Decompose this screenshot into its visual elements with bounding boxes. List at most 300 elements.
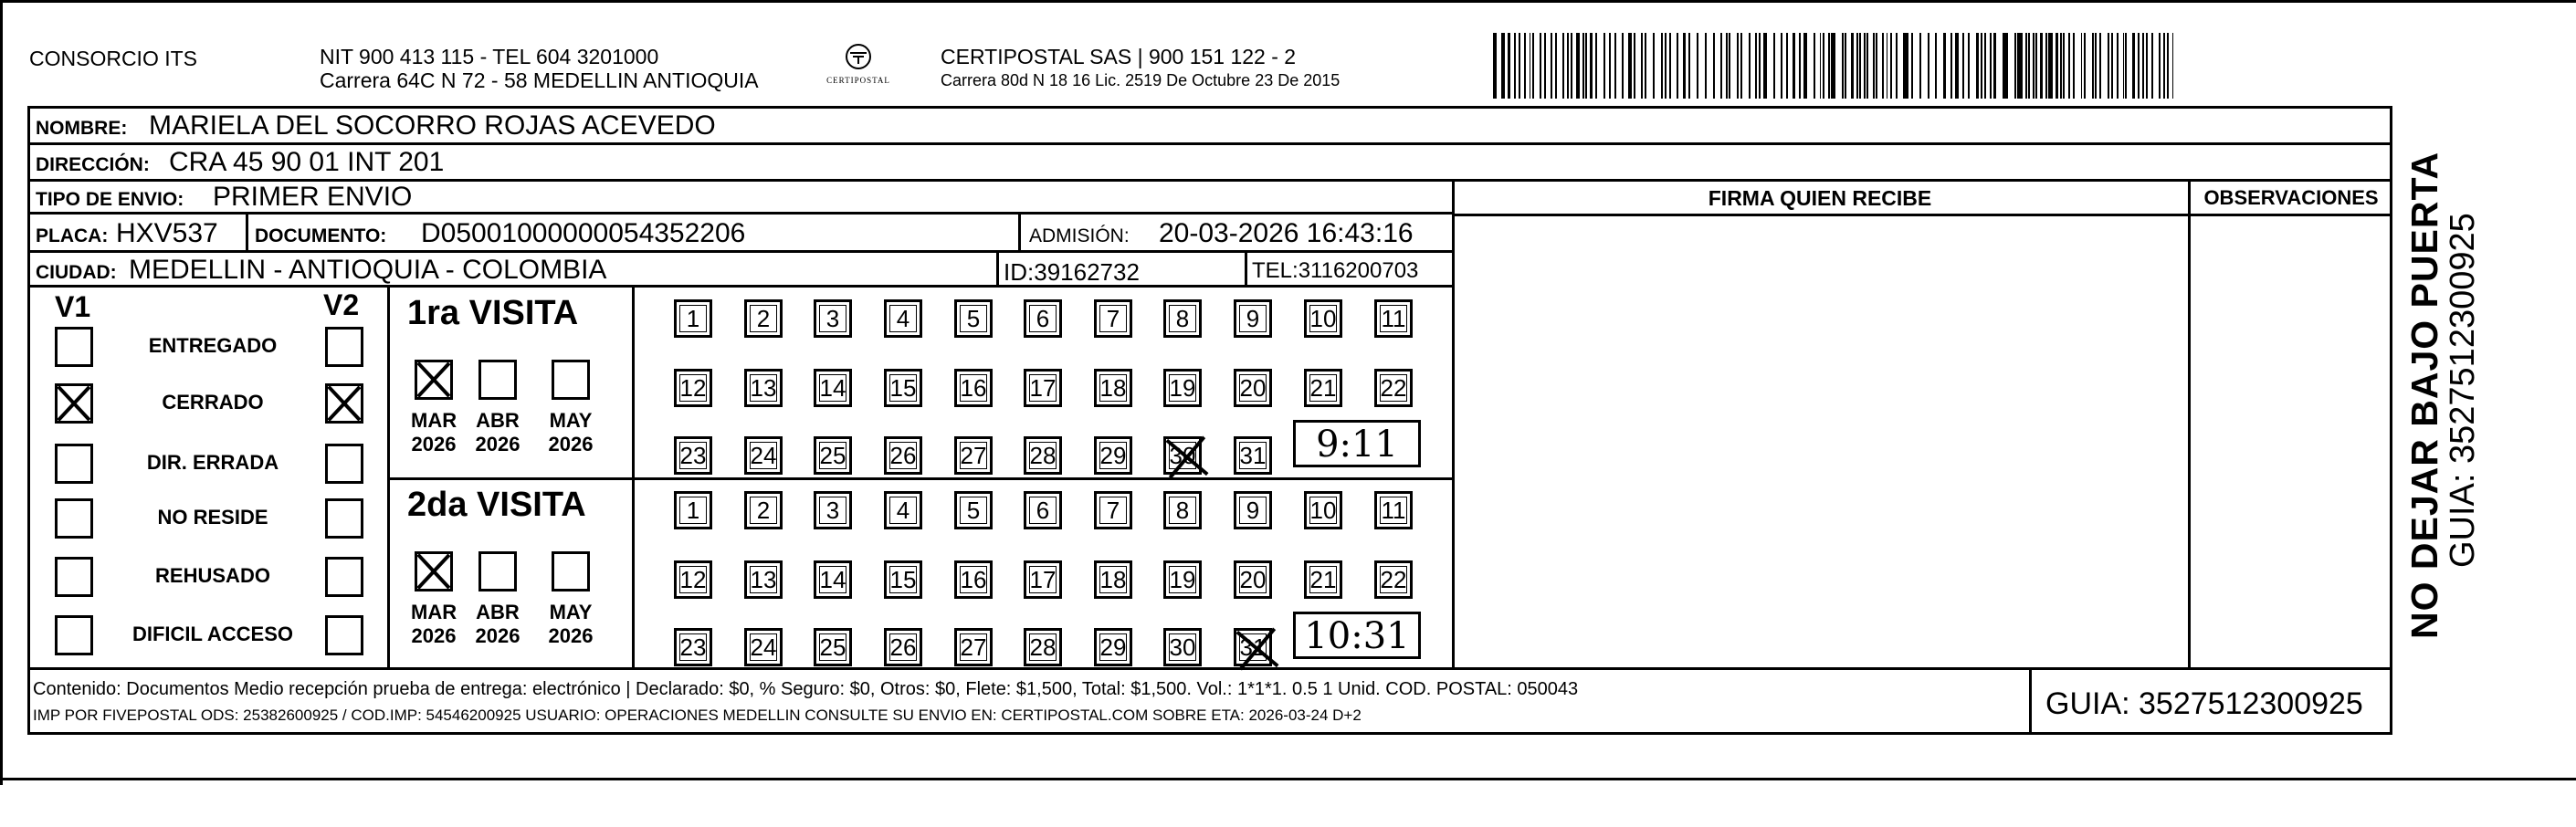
barcode-bar (1684, 33, 1686, 99)
barcode-bar (2163, 33, 2165, 99)
day-box[interactable] (814, 628, 852, 666)
barcode-bar (1705, 33, 1707, 99)
barcode-bar (1641, 33, 1643, 99)
barcode-bar (2045, 33, 2047, 99)
barcode-bar (1713, 33, 1715, 99)
day-number: 6 (1036, 497, 1050, 524)
day-box[interactable] (1094, 299, 1132, 338)
day-box[interactable] (814, 491, 852, 529)
day-number: 20 (1239, 374, 1267, 402)
footer-line2: IMP POR FIVEPOSTAL ODS: 25382600925 / COD.IMP: 54546200925 USUARIO: OPERACIONES MEDELLIN CONSULTE SU ENVIO EN: CERTIPOSTAL.COM SOBRE ETA: 2026-03-24 D+2 (33, 707, 1362, 724)
day-box[interactable] (954, 560, 993, 599)
day-number: 8 (1175, 305, 1190, 332)
day-box[interactable] (1374, 369, 1413, 407)
barcode-bar (1828, 33, 1830, 99)
v1-checkbox[interactable] (55, 557, 93, 597)
day-box[interactable] (1304, 299, 1342, 338)
day-box[interactable] (884, 369, 922, 407)
day-box[interactable] (1304, 491, 1342, 529)
day-box[interactable] (674, 560, 712, 599)
v2-checkbox[interactable] (325, 498, 363, 539)
barcode-bar (1994, 33, 1996, 99)
barcode-bar (1803, 33, 1805, 99)
footer-guia: GUIA: 3527512300925 (2045, 686, 2363, 721)
barcode-bar (1981, 33, 1982, 99)
day-box[interactable] (674, 369, 712, 407)
day-box[interactable] (1094, 491, 1132, 529)
day-box[interactable] (814, 369, 852, 407)
barcode-bar (1544, 33, 1546, 99)
footer-line1: Contenido: Documentos Medio recepción prueba de entrega: electrónico | Declarado: $0, % Seguro: $0, Otros: $0, Flete: $1,500, Total: $1,500. Vol.: 1*1*1. 0.5 1 Unid. COD. POSTAL: 050043 (33, 679, 1579, 699)
barcode-bar (1950, 33, 1952, 99)
day-number: 19 (1169, 374, 1196, 402)
day-number: 4 (896, 497, 910, 524)
day-number: 11 (1381, 305, 1406, 332)
firma-panel (1452, 179, 2392, 670)
day-box[interactable] (1024, 628, 1062, 666)
day-number: 14 (819, 566, 846, 593)
barcode-bar (1551, 33, 1552, 99)
barcode-bar (2084, 33, 2086, 99)
barcode-bar (1645, 33, 1646, 99)
day-number: 3 (825, 305, 840, 332)
day-number: 12 (679, 566, 707, 593)
v2-checkbox[interactable] (325, 557, 363, 597)
month-checkbox[interactable] (415, 360, 453, 400)
v1-checkbox[interactable] (55, 615, 93, 655)
barcode-bar (1720, 33, 1722, 99)
day-number: 13 (750, 566, 777, 593)
day-number: 19 (1169, 566, 1196, 593)
barcode-bar (1955, 33, 1957, 99)
barcode-bar (2159, 33, 2161, 99)
day-number: 26 (889, 442, 917, 469)
barcode-bar (1763, 33, 1765, 99)
day-number: 21 (1309, 374, 1337, 402)
barcode-bar (1595, 33, 1597, 99)
barcode-bar (1571, 33, 1572, 99)
day-box[interactable] (1234, 491, 1272, 529)
day-box[interactable] (744, 560, 783, 599)
barcode-bar (1501, 33, 1505, 99)
day-box[interactable] (884, 491, 922, 529)
barcode-bar (1866, 33, 1868, 99)
day-box[interactable] (1234, 369, 1272, 407)
top-border (0, 0, 2576, 3)
day-box[interactable] (884, 299, 922, 338)
month-checkbox[interactable] (478, 551, 517, 591)
barcode-bar (2060, 33, 2062, 99)
barcode-bar (1904, 33, 1906, 99)
direccion-row: DIRECCIÓN: CRA 45 90 01 INT 201 (27, 142, 2392, 179)
day-box[interactable] (954, 299, 993, 338)
barcode-bar (1957, 33, 1959, 99)
day-number: 10 (1309, 497, 1337, 524)
barcode-bar (1876, 33, 1877, 99)
bottom-border (0, 778, 2576, 780)
day-number: 16 (960, 566, 987, 593)
day-box[interactable] (1234, 299, 1272, 338)
barcode-bar (2146, 33, 2148, 99)
v1-checkbox[interactable] (55, 444, 93, 484)
nit-line: NIT 900 413 115 - TEL 604 3201000 (320, 45, 659, 68)
courier-line: CERTIPOSTAL SAS | 900 151 122 - 2 (941, 45, 1297, 68)
day-box[interactable] (1094, 369, 1132, 407)
day-box[interactable] (1304, 369, 1342, 407)
barcode-bar (1823, 33, 1824, 99)
day-number: 16 (960, 374, 987, 402)
day-box[interactable] (1024, 560, 1062, 599)
barcode-bar (2167, 33, 2169, 99)
barcode-bar (2111, 33, 2113, 99)
day-box[interactable] (674, 491, 712, 529)
barcode-bar (1493, 33, 1497, 99)
day-box[interactable] (884, 436, 922, 475)
barcode-bar (1630, 33, 1632, 99)
day-box[interactable] (954, 369, 993, 407)
day-number: 1 (686, 305, 700, 332)
month-checkbox[interactable] (415, 551, 453, 591)
status-label: DIR. ERRADA (146, 451, 279, 474)
barcode-bar (2025, 33, 2027, 99)
barcode-bar (2056, 33, 2058, 99)
day-box[interactable] (1094, 628, 1132, 666)
barcode-bar (1540, 33, 1541, 99)
v1-checkbox[interactable] (55, 498, 93, 539)
barcode-bar (2151, 33, 2153, 99)
month-checkbox[interactable] (478, 360, 517, 400)
barcode-bar (1820, 33, 1821, 99)
placa-row: PLACA: HXV537 DOCUMENTO: D05001000000054352206 ADMISIÓN: 20-03-2026 16:43:16 (27, 212, 1455, 250)
day-box[interactable] (814, 560, 852, 599)
day-box[interactable] (1024, 299, 1062, 338)
day-box[interactable] (744, 436, 783, 475)
day-number: 1 (686, 497, 700, 524)
barcode-bar (1737, 33, 1739, 99)
day-number: 9 (1246, 497, 1260, 524)
barcode-bar (2014, 33, 2016, 99)
barcode-bar (2133, 33, 2135, 99)
barcode-bar (1799, 33, 1801, 99)
day-number: 10 (1309, 305, 1337, 332)
barcode-bar (1749, 33, 1751, 99)
day-box[interactable] (1163, 491, 1202, 529)
barcode-bar (1856, 33, 1858, 99)
day-number: 24 (750, 633, 777, 661)
day-box[interactable] (674, 628, 712, 666)
day-number: 13 (750, 374, 777, 402)
day-number: 15 (889, 566, 917, 593)
day-box[interactable] (1024, 369, 1062, 407)
barcode-bar (1814, 33, 1815, 99)
day-number: 9 (1246, 305, 1260, 332)
barcode-bar (1576, 33, 1578, 99)
day-box[interactable] (814, 436, 852, 475)
barcode-bar (2035, 33, 2037, 99)
day-box[interactable] (1374, 491, 1413, 529)
ciudad-row: CIUDAD: MEDELLIN - ANTIOQUIA - COLOMBIA ID:39162732 TEL:3116200703 (27, 250, 1455, 285)
day-number: 5 (966, 305, 981, 332)
day-number: 7 (1106, 497, 1120, 524)
barcode-bar (1968, 33, 1970, 99)
barcode-bar (1896, 33, 1898, 99)
v2-checkbox[interactable] (325, 383, 363, 424)
status-label: NO RESIDE (157, 506, 268, 529)
direccion-value: CRA 45 90 01 INT 201 (169, 147, 445, 177)
v1-header: V1 (55, 290, 91, 323)
day-box[interactable] (1094, 560, 1132, 599)
barcode-bar (1928, 33, 1929, 99)
day-box[interactable] (674, 436, 712, 475)
day-number: 4 (896, 305, 910, 332)
barcode-bar (2172, 33, 2173, 99)
month-checkbox[interactable] (552, 360, 590, 400)
barcode-bar (1508, 33, 1510, 99)
month-label: ABR 2026 (475, 409, 520, 455)
day-box[interactable] (954, 436, 993, 475)
barcode-bar (1669, 33, 1671, 99)
barcode-bar (2017, 33, 2019, 99)
day-number: 3 (825, 497, 840, 524)
barcode-bar (2051, 33, 2053, 99)
barcode-bar (1781, 33, 1782, 99)
barcode-bar (1532, 33, 1534, 99)
day-box[interactable] (954, 628, 993, 666)
day-box[interactable] (1234, 560, 1272, 599)
barcode (1490, 33, 2173, 99)
barcode-bar (1977, 33, 1979, 99)
day-box[interactable] (1163, 369, 1202, 407)
barcode-bar (1852, 33, 1854, 99)
day-number: 23 (679, 633, 707, 661)
day-box[interactable] (954, 491, 993, 529)
barcode-bar (1634, 33, 1635, 99)
barcode-bar (1882, 33, 1884, 99)
barcode-bar (1786, 33, 1788, 99)
day-box[interactable] (1304, 560, 1342, 599)
barcode-bar (2081, 33, 2082, 99)
day-number: 17 (1029, 374, 1057, 402)
month-checkbox[interactable] (552, 551, 590, 591)
day-number: 11 (1381, 497, 1406, 524)
day-number: 22 (1380, 374, 1407, 402)
barcode-bar (1729, 33, 1730, 99)
barcode-bar (2125, 33, 2127, 99)
documento-value: D05001000000054352206 (421, 218, 746, 248)
barcode-bar (1765, 33, 1767, 99)
barcode-bar (1578, 33, 1580, 99)
day-number: 24 (750, 442, 777, 469)
barcode-bar (2021, 33, 2023, 99)
day-number: 20 (1239, 566, 1267, 593)
barcode-bar (1990, 33, 1992, 99)
day-number: 5 (966, 497, 981, 524)
barcode-bar (1585, 33, 1587, 99)
day-number: 25 (819, 633, 846, 661)
barcode-bar (1919, 33, 1921, 99)
barcode-bar (1842, 33, 1844, 99)
day-box[interactable] (744, 491, 783, 529)
day-box[interactable] (1024, 436, 1062, 475)
day-number: 29 (1099, 633, 1127, 661)
v2-checkbox[interactable] (325, 444, 363, 484)
barcode-bar (2063, 33, 2065, 99)
barcode-bar (1755, 33, 1757, 99)
month-label: MAY 2026 (548, 601, 594, 647)
day-box[interactable] (1163, 436, 1202, 475)
company-name: CONSORCIO ITS (29, 47, 198, 70)
barcode-bar (2028, 33, 2030, 99)
barcode-bar (1567, 33, 1569, 99)
id-value: 39162732 (1034, 258, 1140, 286)
month-label: ABR 2026 (475, 601, 520, 647)
day-number: 2 (756, 305, 771, 332)
month-label: MAR 2026 (411, 601, 457, 647)
day-number: 30 (1169, 442, 1196, 469)
v2-header: V2 (323, 288, 360, 321)
barcode-bar (1907, 33, 1908, 99)
day-box[interactable] (1374, 560, 1413, 599)
day-number: 31 (1239, 442, 1267, 469)
barcode-bar (1622, 33, 1624, 99)
day-number: 28 (1029, 442, 1057, 469)
v2-checkbox[interactable] (325, 615, 363, 655)
day-box[interactable] (1234, 436, 1272, 475)
observaciones-header: OBSERVACIONES (2203, 186, 2379, 209)
day-number: 27 (960, 633, 987, 661)
barcode-bar (1603, 33, 1605, 99)
day-box[interactable] (744, 628, 783, 666)
barcode-bar (1609, 33, 1611, 99)
barcode-bar (1555, 33, 1557, 99)
license-line: Carrera 80d N 18 16 Lic. 2519 De Octubre 23 De 2015 (941, 71, 1341, 89)
barcode-bar (1582, 33, 1584, 99)
day-box[interactable] (814, 299, 852, 338)
day-number: 6 (1036, 305, 1050, 332)
barcode-bar (2004, 33, 2006, 99)
day-number: 18 (1099, 374, 1127, 402)
barcode-bar (1628, 33, 1630, 99)
day-box[interactable] (744, 369, 783, 407)
barcode-bar (2092, 33, 2094, 99)
day-number: 14 (819, 374, 846, 402)
day-number: 25 (819, 442, 846, 469)
barcode-bar (1519, 33, 1520, 99)
address-line: Carrera 64C N 72 - 58 MEDELLIN ANTIOQUIA (320, 68, 759, 92)
barcode-bar (1677, 33, 1678, 99)
day-box[interactable] (1163, 299, 1202, 338)
day-cross-mark (1239, 627, 1276, 670)
barcode-bar (2073, 33, 2075, 99)
barcode-bar (1935, 33, 1937, 99)
visit2-time: 10:31 (1293, 612, 1421, 659)
barcode-bar (1697, 33, 1698, 99)
month-label: MAY 2026 (548, 409, 594, 455)
visit1-title: 1ra VISITA (407, 294, 579, 332)
day-box[interactable] (1094, 436, 1132, 475)
barcode-bar (1859, 33, 1861, 99)
certipostal-logo: CERTIPOSTAL (822, 42, 895, 97)
status-label: ENTREGADO (148, 334, 278, 357)
day-number: 21 (1309, 566, 1337, 593)
day-number: 18 (1099, 566, 1127, 593)
day-box[interactable] (884, 560, 922, 599)
barcode-bar (2006, 33, 2008, 99)
tipo-row: TIPO DE ENVIO: PRIMER ENVIO (27, 179, 1455, 212)
day-box[interactable] (744, 299, 783, 338)
barcode-bar (1944, 33, 1946, 99)
day-number: 28 (1029, 633, 1057, 661)
day-number: 8 (1175, 497, 1190, 524)
barcode-bar (1805, 33, 1807, 99)
barcode-bar (2019, 33, 2021, 99)
day-box[interactable] (1374, 299, 1413, 338)
tel-value: 3116200703 (1298, 258, 1419, 283)
v1-checkbox[interactable] (55, 327, 93, 367)
barcode-bar (1832, 33, 1834, 99)
barcode-bar (1524, 33, 1526, 99)
day-number: 26 (889, 633, 917, 661)
day-number: 15 (889, 374, 917, 402)
no-dejar-bajo-puerta: NO DEJAR BAJO PUERTA (2403, 151, 2445, 639)
day-number: 12 (679, 374, 707, 402)
barcode-bar (1688, 33, 1690, 99)
barcode-bar (1834, 33, 1835, 99)
day-number: 29 (1099, 442, 1127, 469)
barcode-bar (1773, 33, 1775, 99)
day-number: 22 (1380, 566, 1407, 593)
day-box[interactable] (884, 628, 922, 666)
barcode-bar (1653, 33, 1655, 99)
barcode-bar (2123, 33, 2124, 99)
barcode-bar (1845, 33, 1846, 99)
barcode-bar (2108, 33, 2109, 99)
day-number: 17 (1029, 566, 1057, 593)
barcode-bar (2095, 33, 2097, 99)
day-box[interactable] (1163, 628, 1202, 666)
v2-checkbox[interactable] (325, 327, 363, 367)
day-number: 7 (1106, 305, 1120, 332)
day-box[interactable] (1163, 560, 1202, 599)
visit1-time: 9:11 (1293, 420, 1421, 467)
day-box[interactable] (1234, 628, 1272, 666)
barcode-bar (1873, 33, 1875, 99)
ciudad-value: MEDELLIN - ANTIOQUIA - COLOMBIA (129, 255, 607, 285)
admision-value: 20-03-2026 16:43:16 (1159, 218, 1414, 248)
day-box[interactable] (674, 299, 712, 338)
day-number: 23 (679, 442, 707, 469)
day-number: 30 (1169, 633, 1196, 661)
nombre-value: MARIELA DEL SOCORRO ROJAS ACEVEDO (149, 110, 716, 141)
day-box[interactable] (1024, 491, 1062, 529)
barcode-bar (2142, 33, 2144, 99)
barcode-bar (2117, 33, 2119, 99)
barcode-bar (2138, 33, 2140, 99)
barcode-bar (1726, 33, 1728, 99)
barcode-bar (1562, 33, 1564, 99)
left-border (0, 0, 3, 785)
day-cross-mark (1169, 435, 1205, 478)
day-number: 27 (960, 442, 987, 469)
nombre-row: NOMBRE: MARIELA DEL SOCORRO ROJAS ACEVEDO (27, 106, 2392, 142)
barcode-bar (2048, 33, 2050, 99)
barcode-bar (2041, 33, 2043, 99)
day-number: 31 (1239, 633, 1267, 661)
barcode-bar (1665, 33, 1667, 99)
v1-checkbox[interactable] (55, 383, 93, 424)
barcode-bar (1661, 33, 1663, 99)
status-label: CERRADO (162, 391, 264, 414)
